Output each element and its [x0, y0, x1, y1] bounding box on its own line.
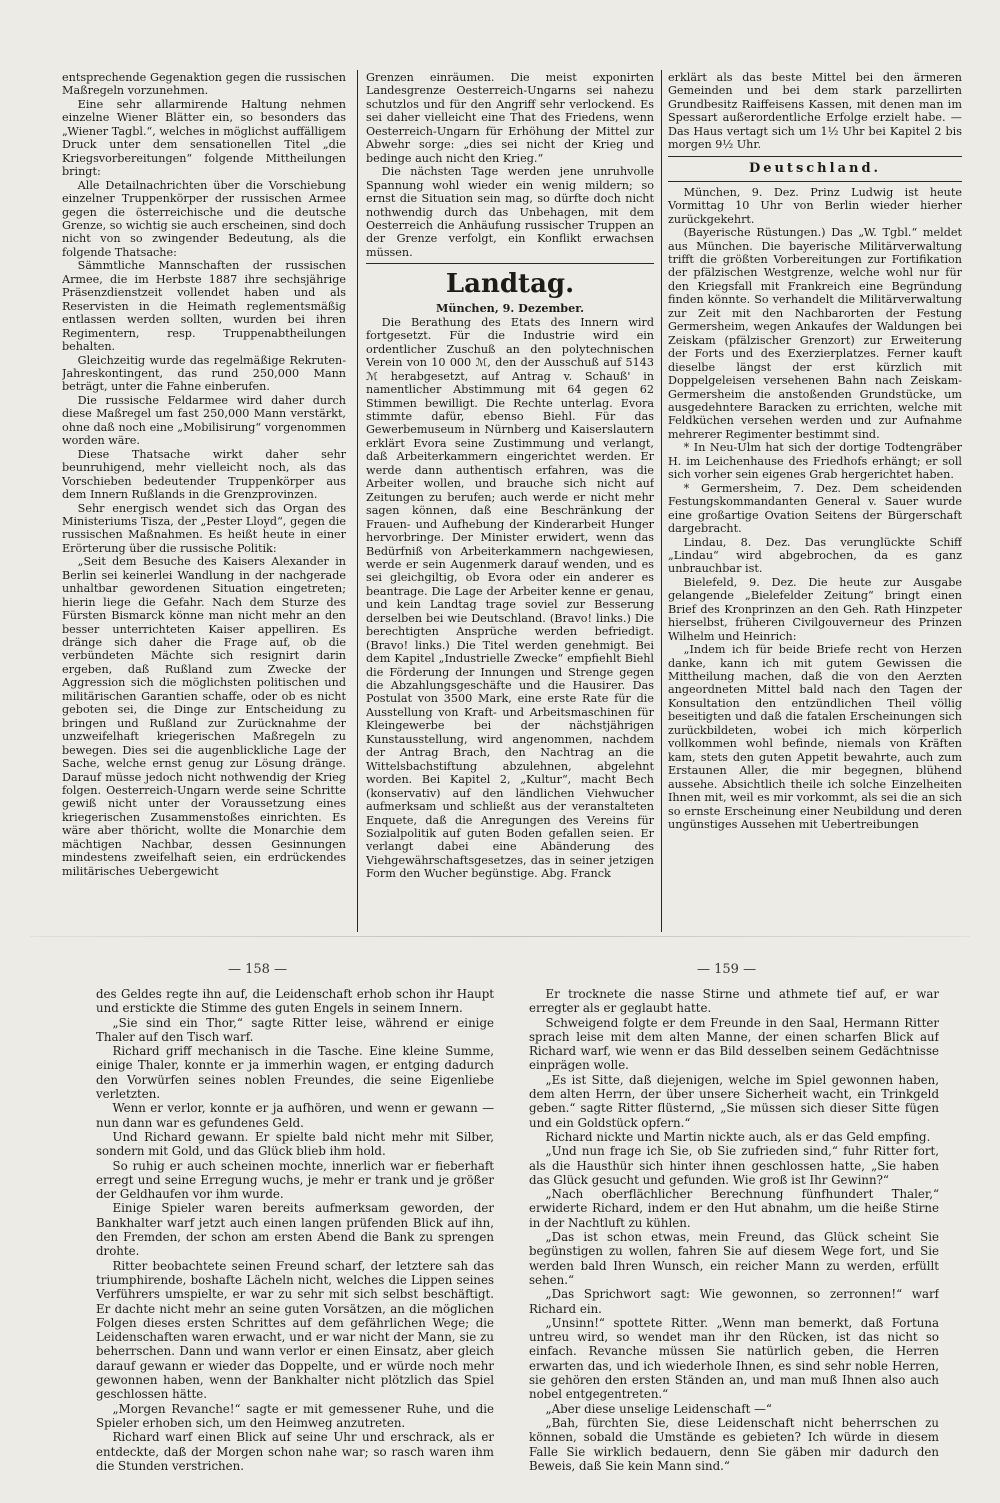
- column-rule: [661, 70, 662, 932]
- article-column-3: [668, 71, 962, 927]
- paragraph: Ritter beobachtete seinen Freund scharf, der letztere sah das triumphirende, boshafte Lächeln nicht, welches die Lippen seines Verführers umspielte, er war zu sehr mit sich selbst beschäftigt. Er dachte nicht mehr an seine guten Vorsätzen, an die möglichen Folgen dieses ersten Schrittes auf dem gefährlichen Wege; die Leidenschaften waren erwacht, und er war nicht der Mann, sie zu beherrschen. Dann und wann verlor er einen Einsatz, aber gleich darauf gewann er wieder das Doppelte, und er würde noch mehr gewonnen haben, wenn der Bankhalter nicht plötzlich das Spiel geschlossen hätte.: [96, 1258, 494, 1402]
- paragraph: erklärt als das beste Mittel bei den ärmeren Gemeinden und bei dem stark parzellirten Grundbesitz Raiffeisens Kassen, mit denen man im Spessart außerordentliche Erfolge erzielt habe. — Das Haus vertagt sich um 1½ Uhr bei Kapitel 2 bis morgen 9½ Uhr.: [668, 71, 962, 152]
- paragraph: Die nächsten Tage werden jene unruhvolle Spannung wohl wieder ein wenig mildern; so ernst die Situation sein mag, so dürfte doch nicht nothwendig durch das Unbehagen, mit dem Oesterreich die Anhäufung russischer Truppen an der Grenze verfolgt, ein Konflikt erwachsen müssen.: [366, 165, 654, 259]
- paragraph: Eine sehr allarmirende Haltung nehmen einzelne Wiener Blätter ein, so besonders das „Wiener Tagbl.“, welches in möglichst auffälligem Druck unter dem sensationellen Titel „die Kriegsvorbereitungen“ folgende Mittheilungen bringt:: [62, 97, 346, 179]
- paragraph: Richard warf einen Blick auf seine Uhr und erschrack, als er entdeckte, daß der Morgen schon nahe war; so rasch waren ihm die Stunden verstrichen.: [96, 1430, 494, 1473]
- paragraph: Diese Thatsache wirkt daher sehr beunruhigend, mehr vielleicht noch, als das Vorschieben bedeutender Truppenkörper aus dem Innern Rußlands in die Grenzprovinzen.: [62, 447, 346, 502]
- paragraph: (Bayerische Rüstungen.) Das „W. Tgbl.“ meldet aus München. Die bayerische Militärverwaltung trifft die größten Vorbereitungen zur Fortifikation der pfälzischen Westgrenze, welche wohl nur für den Kriegsfall mit Frankreich eine Begründung finden könnte. So verhandelt die Militärverwaltung zur Zeit mit den Nachbarorten der Festung Germersheim, wegen Ankaufes der Waldungen bei Zeiskam (pfälzischer Grenzort) zur Erweiterung der Forts und des Exerzierplatzes. Ferner kauft dieselbe längst der erst kürzlich mit Doppelgeleisen versehenen Bahn nach Zeiskam-Germersheim die anstoßenden Grundstücke, um ausgedehntere Baracken zu errichten, welche mit Feldküchen versehen werden und zur Aufnahme mehrerer Regimenter bestimmt sind.: [668, 226, 962, 441]
- paragraph: „Sie sind ein Thor,“ sagte Ritter leise, während er einige Thaler auf den Tisch warf.: [96, 1015, 494, 1044]
- paragraph: „Bah, fürchten Sie, diese Leidenschaft nicht beherrschen zu können, sobald die Umstände es gebieten? Ich würde in diesem Falle Sie wirklich bedauern, denn Sie gäben mir dadurch den Beweis, daß Sie kein Mann sind.“: [529, 1415, 939, 1473]
- paragraph: Wenn er verlor, konnte er ja aufhören, und wenn er gewann — nun dann war es gefundenes Geld.: [96, 1101, 494, 1130]
- paragraph: Sämmtliche Mannschaften der russischen Armee, die im Herbste 1887 ihre sechsjährige Präsenzdienstzeit vollendet haben und als Reservisten in die Heimath reglementsmäßig entlassen werden sollten, wurden bei ihren Regimentern, resp. Truppenabtheilungen behalten.: [62, 259, 346, 354]
- paragraph: Einige Spieler waren bereits aufmerksam geworden, der Bankhalter warf jetzt auch einen langen prüfenden Blick auf ihn, den Fremden, der schon am ersten Abend die Bank zu sprengen drohte.: [96, 1201, 494, 1259]
- paragraph: „Das ist schon etwas, mein Freund, das Glück scheint Sie begünstigen zu wollen, fahren Sie auf diesem Wege fort, und Sie werden bald Ihren Wunsch, ein reicher Mann zu werden, erfüllt sehen.“: [529, 1230, 939, 1287]
- section-divider: [366, 263, 654, 264]
- paragraph: „Unsinn!“ spottete Ritter. „Wenn man bemerkt, daß Fortuna untreu wird, so wendet man ihr den Rücken, ist das nicht so einfach. Revanche müssen Sie natürlich geben, die Herren erwarten das, und ich wiederhole Ihnen, es sind sehr noble Herren, sie gehören den ersten Ständen an, und man muß Ihnen also auch nobel entgegentreten.“: [529, 1315, 939, 1402]
- paragraph: „Seit dem Besuche des Kaisers Alexander in Berlin sei keinerlei Wandlung in der nachgerade unhaltbar gewordenen Situation eingetreten; hierin liege die Gefahr. Nach dem Sturze des Fürsten Bismarck könne man nicht mehr an den besser unterrichteten Kaiser appelliren. Es dränge sich daher die Frage auf, ob die verbündeten Mächte sich resignirt darin ergeben, daß Rußland zum Zwecke der Aggression sich die möglichsten politischen und militärischen Garantien schaffe, oder ob es nicht geboten sei, die Dinge zur Entscheidung zu bringen und Rußland zur Zurücknahme der unzweifelhaft kriegerischen Maßregeln zu bewegen. Dies sei die augenblickliche Lage der Sache, welche ernst genug zur Lösung dränge. Darauf müsse jedoch nicht nothwendig der Krieg folgen. Oesterreich-Ungarn werde seine Schritte gewiß nicht unter der Voraussetzung eines kriegerischen Zusammenstoßes einrichten. Es wäre aber thöricht, wollte die Monarchie dem mächtigen Nachbar, dessen Gesinnungen mindestens zweifelhaft seien, ein erdrückendes militärisches Uebergewicht: [62, 555, 346, 878]
- section-divider: [668, 156, 962, 157]
- paragraph: Lindau, 8. Dez. Das verunglückte Schiff „Lindau“ wird abgebrochen, da es ganz unbrauchbar ist.: [668, 535, 962, 576]
- article-column-1: [62, 71, 346, 927]
- paragraph: Schweigend folgte er dem Freunde in den Saal, Hermann Ritter sprach leise mit dem alten Manne, der einen scharfen Blick auf Richard warf, wie wenn er das Bild desselben seinem Gedächtnisse einprägen wolle.: [529, 1015, 939, 1073]
- paragraph: Sehr energisch wendet sich das Organ des Ministeriums Tisza, der „Pester Lloyd“, gegen die russischen Maßnahmen. Es heißt heute in einer Erörterung über die russische Politik:: [62, 501, 346, 555]
- paragraph: Alle Detailnachrichten über die Vorschiebung einzelner Truppenkörper der russischen Armee gegen die österreichische und die deutsche Grenze, so wichtig sie auch erscheinen, sind doch nicht von so zwingender Bedeutung, als die folgende Thatsache:: [62, 178, 346, 259]
- paragraph: „Und nun frage ich Sie, ob Sie zufrieden sind,“ fuhr Ritter fort, als die Hausthür sich hinter ihnen geschlossen hatte, „Sie haben das Glück gesucht und gefunden. Wie groß ist Ihr Gewinn?“: [529, 1144, 939, 1187]
- paragraph: * Germersheim, 7. Dez. Dem scheidenden Festungskommandanten General v. Sauer wurde eine großartige Ovation Seitens der Bürgerschaft dargebracht.: [668, 481, 962, 536]
- page-fold: [30, 936, 970, 937]
- paragraph: Richard griff mechanisch in die Tasche. Eine kleine Summe, einige Thaler, konnte er ja immerhin wagen, er entging dadurch den Vorwürfen seines noblen Freundes, die seine Eigenliebe verletzten.: [96, 1044, 494, 1102]
- story-column-left: [96, 987, 494, 1477]
- dateline: München, 9. Dezember.: [435, 301, 585, 316]
- section-heading-landtag: Landtag.: [445, 269, 575, 300]
- paragraph: Richard nickte und Martin nickte auch, als er das Geld empfing.: [545, 1129, 931, 1144]
- paragraph: Die russische Feldarmee wird daher durch diese Maßregel um fast 250,000 Mann verstärkt, ohne daß noch eine „Mobilisirung“ vorgenommen worden wäre.: [62, 393, 346, 448]
- paragraph: Er trocknete die nasse Stirne und athmete tief auf, er war erregter als er geglaubt hatte.: [529, 987, 939, 1016]
- article-column-2: [366, 71, 654, 927]
- paragraph: „Aber diese unselige Leidenschaft —“: [545, 1401, 772, 1416]
- page-number: — 159 —: [697, 962, 757, 977]
- section-divider: [668, 181, 962, 182]
- paragraph: * In Neu-Ulm hat sich der dortige Todtengräber H. im Leichenhause des Friedhofs erhängt; er soll sich vorher sein eigenes Grab hergerichtet haben.: [668, 441, 962, 482]
- paragraph: Die Berathung des Etats des Innern wird fortgesetzt. Für die Industrie wird ein ordentlicher Zuschuß an den polytechnischen Verein von 10 000 ℳ, den der Ausschuß auf 5143 ℳ herabgesetzt, auf Antrag v. Schauß' in namentlicher Abstimmung mit 64 gegen 62 Stimmen bewilligt. Die Rechte unterlag. Evora stimmte dafür, ebenso Biehl. Für das Gewerbemuseum in Nürnberg und Kaiserslautern erklärt Evora seine Zustimmung und verlangt, daß Arbeiterkammern eingerichtet werden. Er werde dann authentisch erfahren, was die Arbeiter wollen, und brauche sich nicht auf Zeitungen zu berufen; auch werde er nicht mehr sagen können, daß eine Beschränkung der Frauen- und Aufhebung der Kinderarbeit Hunger hervorbringe. Der Minister erwidert, wenn das Bedürfniß von Arbeiterkammern nachgewiesen, werde er sein Augenmerk darauf wenden, und es sei gleichgiltig, ob Evora oder ein anderer es beantrage. Die Lage der Arbeiter kenne er genau, und kein Landtag trage soviel zur Besserung derselben bei wie Deutschland. (Bravo! links.) Die berechtigten Ansprüche werden befriedigt. (Bravo! links.) Die Titel werden genehmigt. Bei dem Kapitel „Industrielle Zwecke“ empfiehlt Biehl die Förderung der Innungen und Strenge gegen die Abzahlungsgeschäfte und die Hausirer. Das Postulat von 3500 Mark, eine erste Rate für die Ausstellung von Kraft- und Arbeitsmaschinen für Kleingewerbe bei der nächstjährigen Kunstausstellung, wird angenommen, nachdem der Antrag Brach, den Nachtrag an die Wittelsbachstiftung abzulehnen, abgelehnt worden. Bei Kapitel 2, „Kultur“, macht Bech (konservativ) auf den ländlichen Viehwucher aufmerksam und schließt aus der veranstalteten Enquete, daß die Anregungen des Vereins für Sozialpolitik auf guten Boden gefallen seien. Er verlangt dabei eine Abänderung des Viehgewährschaftsgesetzes, das in seiner jetzigen Form den Wucher begünstige. Abg. Franck: [366, 315, 654, 881]
- story-column-right: [529, 987, 939, 1477]
- column-rule: [357, 70, 358, 932]
- paragraph: „Indem ich für beide Briefe recht von Herzen danke, kann ich mit gutem Gewissen die Mittheilung machen, daß die von den Aerzten angeordneten Mittel bald nach den Tagen der Konsultation den entzündlichen Theil völlig beseitigten und daß die fatalen Erscheinungen sich zurückbildeten, wobei ich mich körperlich vollkommen wohl befinde, niemals von Kräften kam, stets den guten Appetit bewahrte, auch zum Erstaunen Aller, die mir begegnen, blühend aussehe. Absichtlich theile ich solche Einzelheiten Ihnen mit, weil es mir vorkommt, als sei die an sich so ernste Erscheinung einer Neubildung und deren ungünstiges Aussehen mit Uebertreibungen: [668, 643, 962, 832]
- paragraph: Grenzen einräumen. Die meist exponirten Landesgrenze Oesterreich-Ungarns sei nahezu schutzlos und für den Angriff sehr verlockend. Es sei daher vielleicht eine That des Friedens, wenn Oesterreich-Ungarn für Erhöhung der Mittel zur Abwehr sorge: „dies sei nicht der Krieg und bedinge auch nicht den Krieg.“: [366, 71, 654, 165]
- paragraph: „Morgen Revanche!“ sagte er mit gemessener Ruhe, und die Spieler erhoben sich, um den Heimweg anzutreten.: [96, 1401, 494, 1430]
- paragraph: So ruhig er auch scheinen mochte, innerlich war er fieberhaft erregt und seine Erregung wuchs, je mehr er trank und je größer der Geldhaufen vor ihm wurde.: [96, 1158, 494, 1202]
- paragraph: Und Richard gewann. Er spielte bald nicht mehr mit Silber, sondern mit Gold, und das Glück blieb ihm hold.: [96, 1129, 494, 1159]
- paragraph: entsprechende Gegenaktion gegen die russischen Maßregeln vorzunehmen.: [62, 71, 346, 98]
- paragraph: München, 9. Dez. Prinz Ludwig ist heute Vormittag 10 Uhr von Berlin wieder hierher zurückgekehrt.: [668, 185, 962, 226]
- paragraph: „Es ist Sitte, daß diejenigen, welche im Spiel gewonnen haben, dem alten Herrn, der über unsere Sicherheit wacht, ein Trinkgeld geben.“ sagte Ritter flüsternd, „Sie müssen sich dieser Sitte fügen und ein Goldstück opfern.“: [529, 1072, 939, 1130]
- paragraph: „Nach oberflächlicher Berechnung fünfhundert Thaler,“ erwiderte Richard, indem er den Hut abnahm, um die heiße Stirne in der Nachtluft zu kühlen.: [529, 1187, 939, 1230]
- paragraph: Bielefeld, 9. Dez. Die heute zur Ausgabe gelangende „Bielefelder Zeitung“ bringt einen Brief des Kronprinzen an den Geh. Rath Hinzpeter hierselbst, früheren Civilgouverneur des Prinzen Wilhelm und Heinrich:: [668, 575, 962, 643]
- paragraph: des Geldes regte ihn auf, die Leidenschaft erhob schon ihr Haupt und erstickte die Stimme des guten Engels in seinem Innern.: [96, 987, 494, 1016]
- paragraph: „Das Sprichwort sagt: Wie gewonnen, so zerronnen!“ warf Richard ein.: [529, 1287, 939, 1316]
- paragraph: Gleichzeitig wurde das regelmäßige Rekruten-Jahreskontingent, das rund 250,000 Mann beträgt, unter die Fahne einberufen.: [62, 353, 346, 394]
- page-number: — 158 —: [228, 962, 288, 977]
- section-heading-deutschland: Deutschland.: [748, 160, 882, 176]
